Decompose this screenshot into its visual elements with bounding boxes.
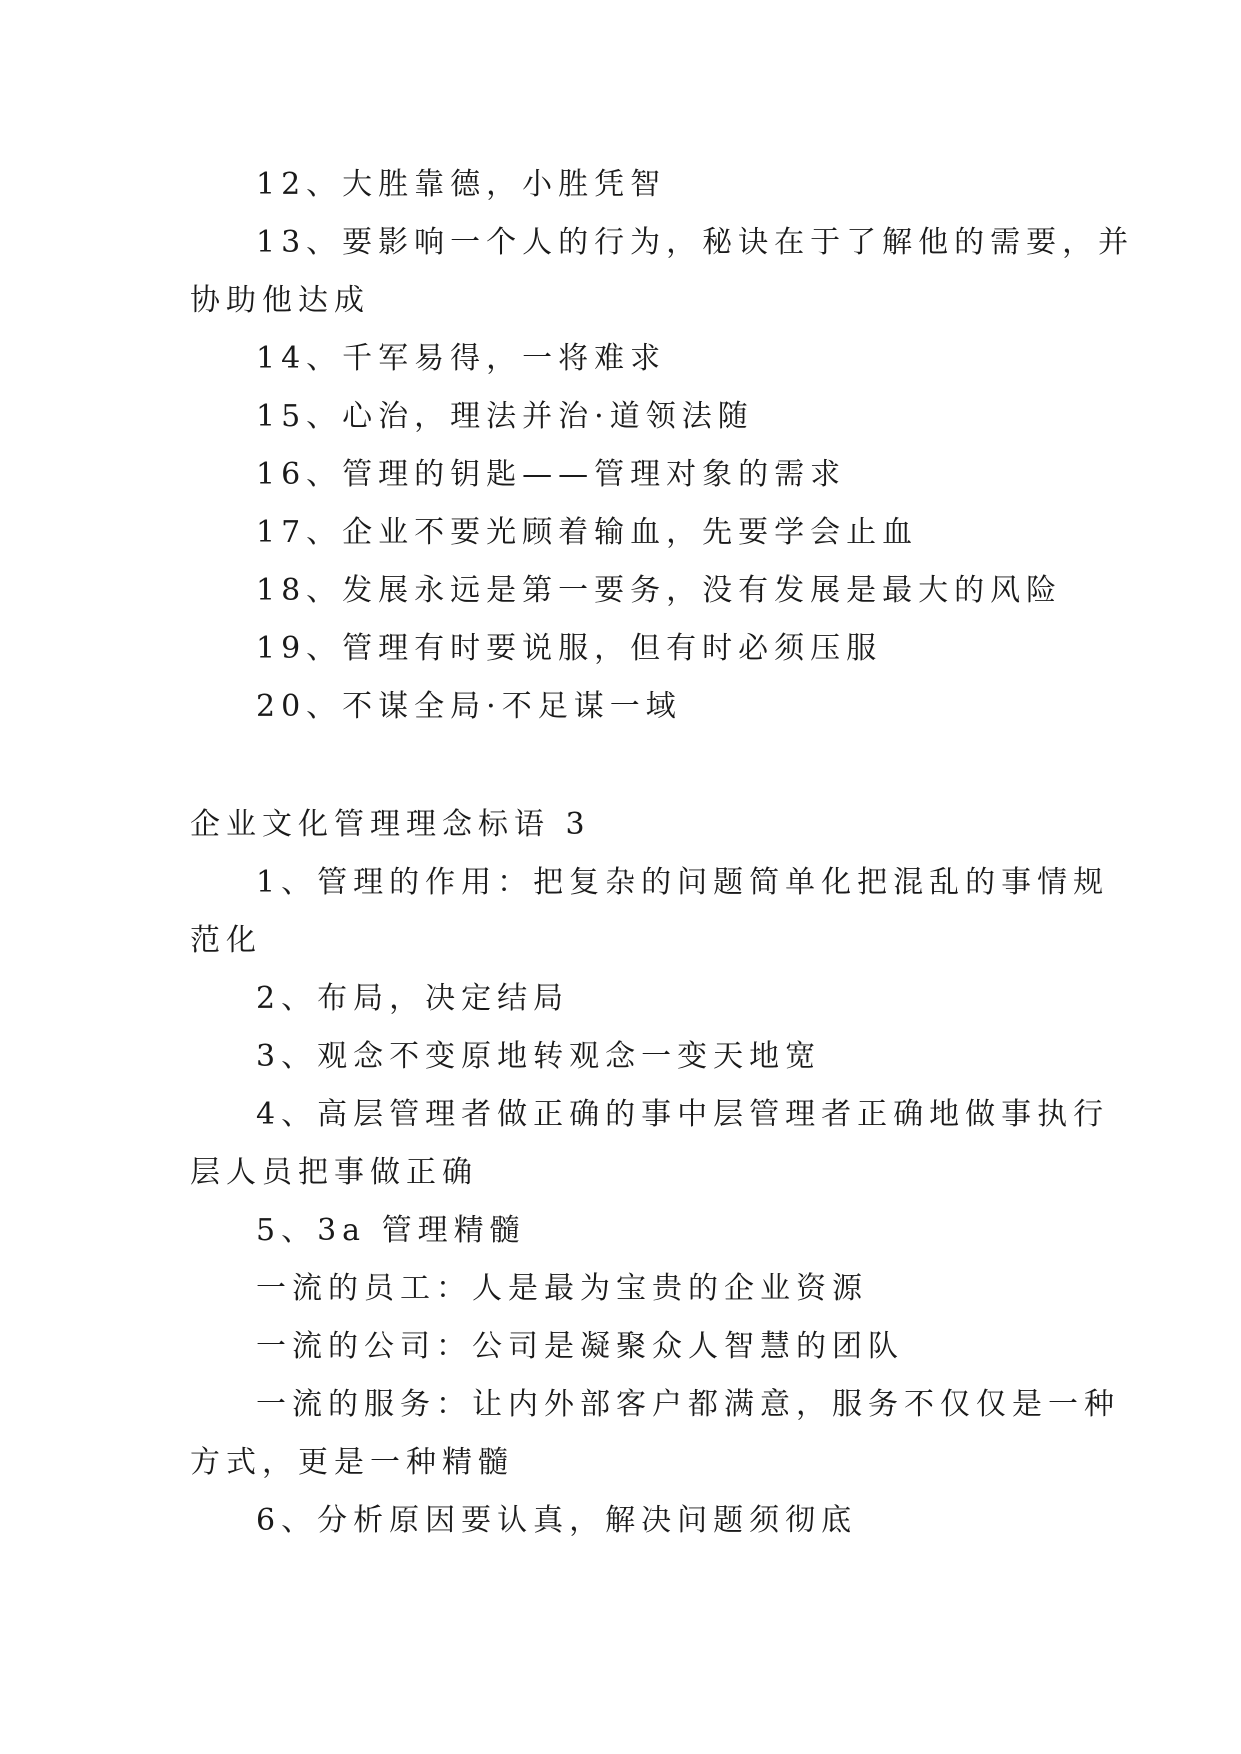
list-item: 1、管理的作用：把复杂的问题简单化把混乱的事情规 — [256, 865, 1110, 900]
list-item: 19、管理有时要说服，但有时必须压服 — [256, 631, 883, 666]
list-item-continuation: 范化 — [190, 923, 262, 958]
list-item: 20、不谋全局·不足谋一域 — [256, 689, 682, 724]
list-item: 13、要影响一个人的行为，秘诀在于了解他的需要，并 — [256, 225, 1135, 260]
list-item: 3、观念不变原地转观念一变天地宽 — [256, 1039, 822, 1074]
sub-item-continuation: 方式，更是一种精髓 — [190, 1445, 514, 1480]
list-item: 16、管理的钥匙——管理对象的需求 — [256, 457, 847, 492]
section-heading: 企业文化管理理念标语 3 — [190, 807, 591, 842]
list-item: 17、企业不要光顾着输血，先要学会止血 — [256, 515, 919, 550]
list-item: 6、分析原因要认真，解决问题须彻底 — [256, 1503, 858, 1538]
sub-item: 一流的员工：人是最为宝贵的企业资源 — [256, 1271, 868, 1306]
sub-item: 一流的公司：公司是凝聚众人智慧的团队 — [256, 1329, 904, 1364]
sub-item: 一流的服务：让内外部客户都满意，服务不仅仅是一种 — [256, 1387, 1120, 1422]
list-item: 5、3a 管理精髓 — [256, 1213, 526, 1248]
list-item: 4、高层管理者做正确的事中层管理者正确地做事执行 — [256, 1097, 1110, 1132]
list-item: 2、布局，决定结局 — [256, 981, 570, 1016]
list-item-continuation: 层人员把事做正确 — [190, 1155, 478, 1190]
list-item: 18、发展永远是第一要务，没有发展是最大的风险 — [256, 573, 1063, 608]
list-item: 14、千军易得，一将难求 — [256, 341, 667, 376]
list-item: 15、心治，理法并治·道领法随 — [256, 399, 754, 434]
list-item-continuation: 协助他达成 — [190, 283, 370, 318]
list-item: 12、大胜靠德，小胜凭智 — [256, 167, 667, 202]
